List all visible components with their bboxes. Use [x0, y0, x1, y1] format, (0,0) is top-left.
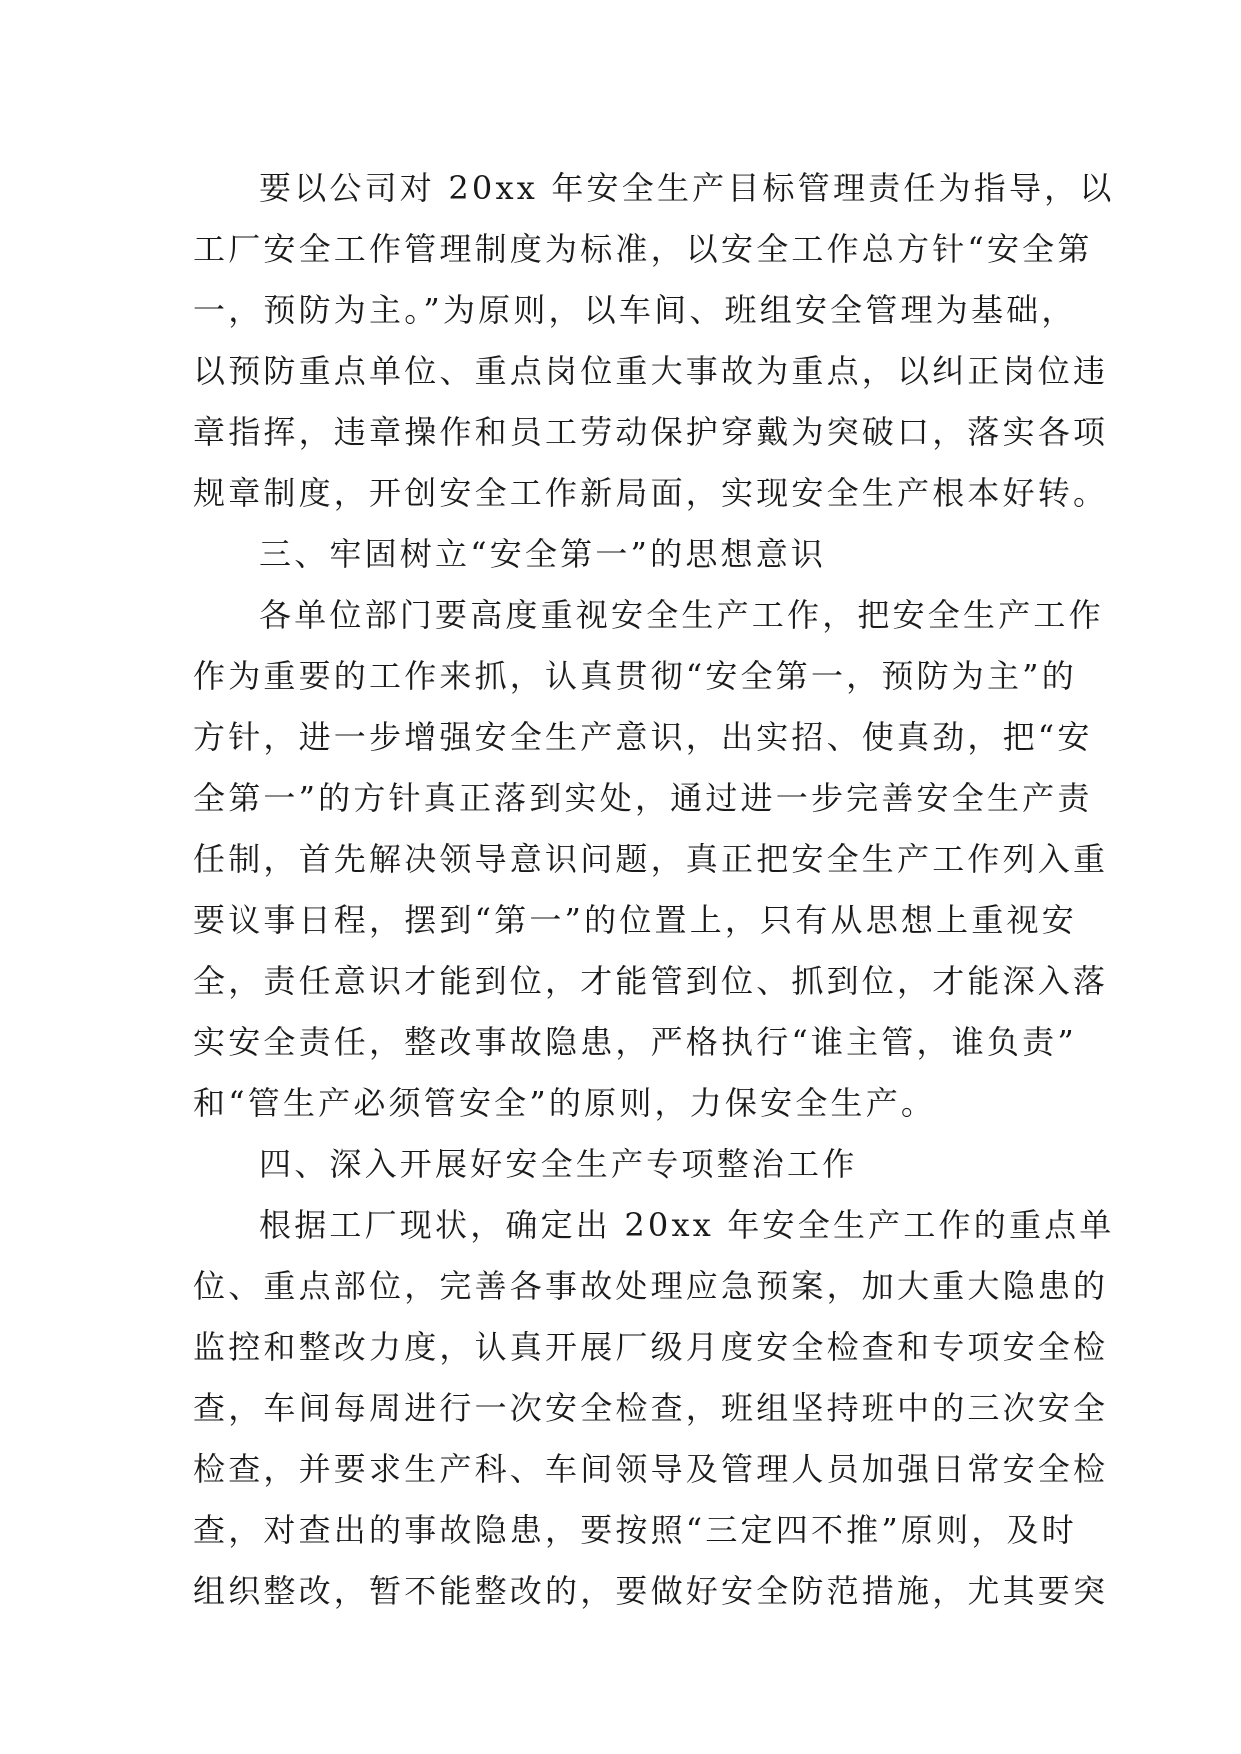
- text-line: 以预防重点单位、重点岗位重大事故为重点，以纠正岗位违: [193, 352, 1109, 390]
- text-line: 各单位部门要高度重视安全生产工作，把安全生产工作: [259, 596, 1104, 634]
- text-line: 工厂安全工作管理制度为标准，以安全工作总方针“安全第: [193, 230, 1093, 268]
- text-line: 查，车间每周进行一次安全检查，班组坚持班中的三次安全: [193, 1389, 1109, 1427]
- text-line: 和“管生产必须管安全”的原则，力保安全生产。: [193, 1084, 937, 1122]
- text-line: 规章制度，开创安全工作新局面，实现安全生产根本好转。: [193, 474, 1109, 512]
- text-line: 要以公司对 20xx 年安全生产目标管理责任为指导，以: [259, 169, 1115, 207]
- text-line: 实安全责任，整改事故隐患，严格执行“谁主管，谁负责”: [193, 1023, 1077, 1061]
- document-body: [193, 158, 1115, 1622]
- text-line: 一，预防为主。”为原则，以车间、班组安全管理为基础，: [193, 291, 1077, 329]
- text-line: 监控和整改力度，认真开展厂级月度安全检查和专项安全检: [193, 1328, 1109, 1366]
- text-line: 组织整改，暂不能整改的，要做好安全防范措施，尤其要突: [193, 1572, 1109, 1610]
- text-line: 四、深入开展好安全生产专项整治工作: [259, 1145, 858, 1183]
- text-line: 方针，进一步增强安全生产意识，出实招、使真劲，把“安: [193, 718, 1093, 756]
- text-line: 作为重要的工作来抓，认真贯彻“安全第一，预防为主”的: [193, 657, 1077, 695]
- text-line: 任制，首先解决领导意识问题，真正把安全生产工作列入重: [193, 840, 1109, 878]
- text-line: 全第一”的方针真正落到实处，通过进一步完善安全生产责: [193, 779, 1093, 817]
- text-line: 查，对查出的事故隐患，要按照“三定四不推”原则，及时: [193, 1511, 1077, 1549]
- text-line: 全，责任意识才能到位，才能管到位、抓到位，才能深入落: [193, 962, 1109, 1000]
- text-line: 根据工厂现状，确定出 20xx 年安全生产工作的重点单: [259, 1206, 1115, 1244]
- text-line: 位、重点部位，完善各事故处理应急预案，加大重大隐患的: [193, 1267, 1109, 1305]
- text-line: 检查，并要求生产科、车间领导及管理人员加强日常安全检: [193, 1450, 1109, 1488]
- text-line: 章指挥，违章操作和员工劳动保护穿戴为突破口，落实各项: [193, 413, 1109, 451]
- text-line: 要议事日程，摆到“第一”的位置上，只有从思想上重视安: [193, 901, 1077, 939]
- text-line: 三、牢固树立“安全第一”的思想意识: [259, 535, 827, 573]
